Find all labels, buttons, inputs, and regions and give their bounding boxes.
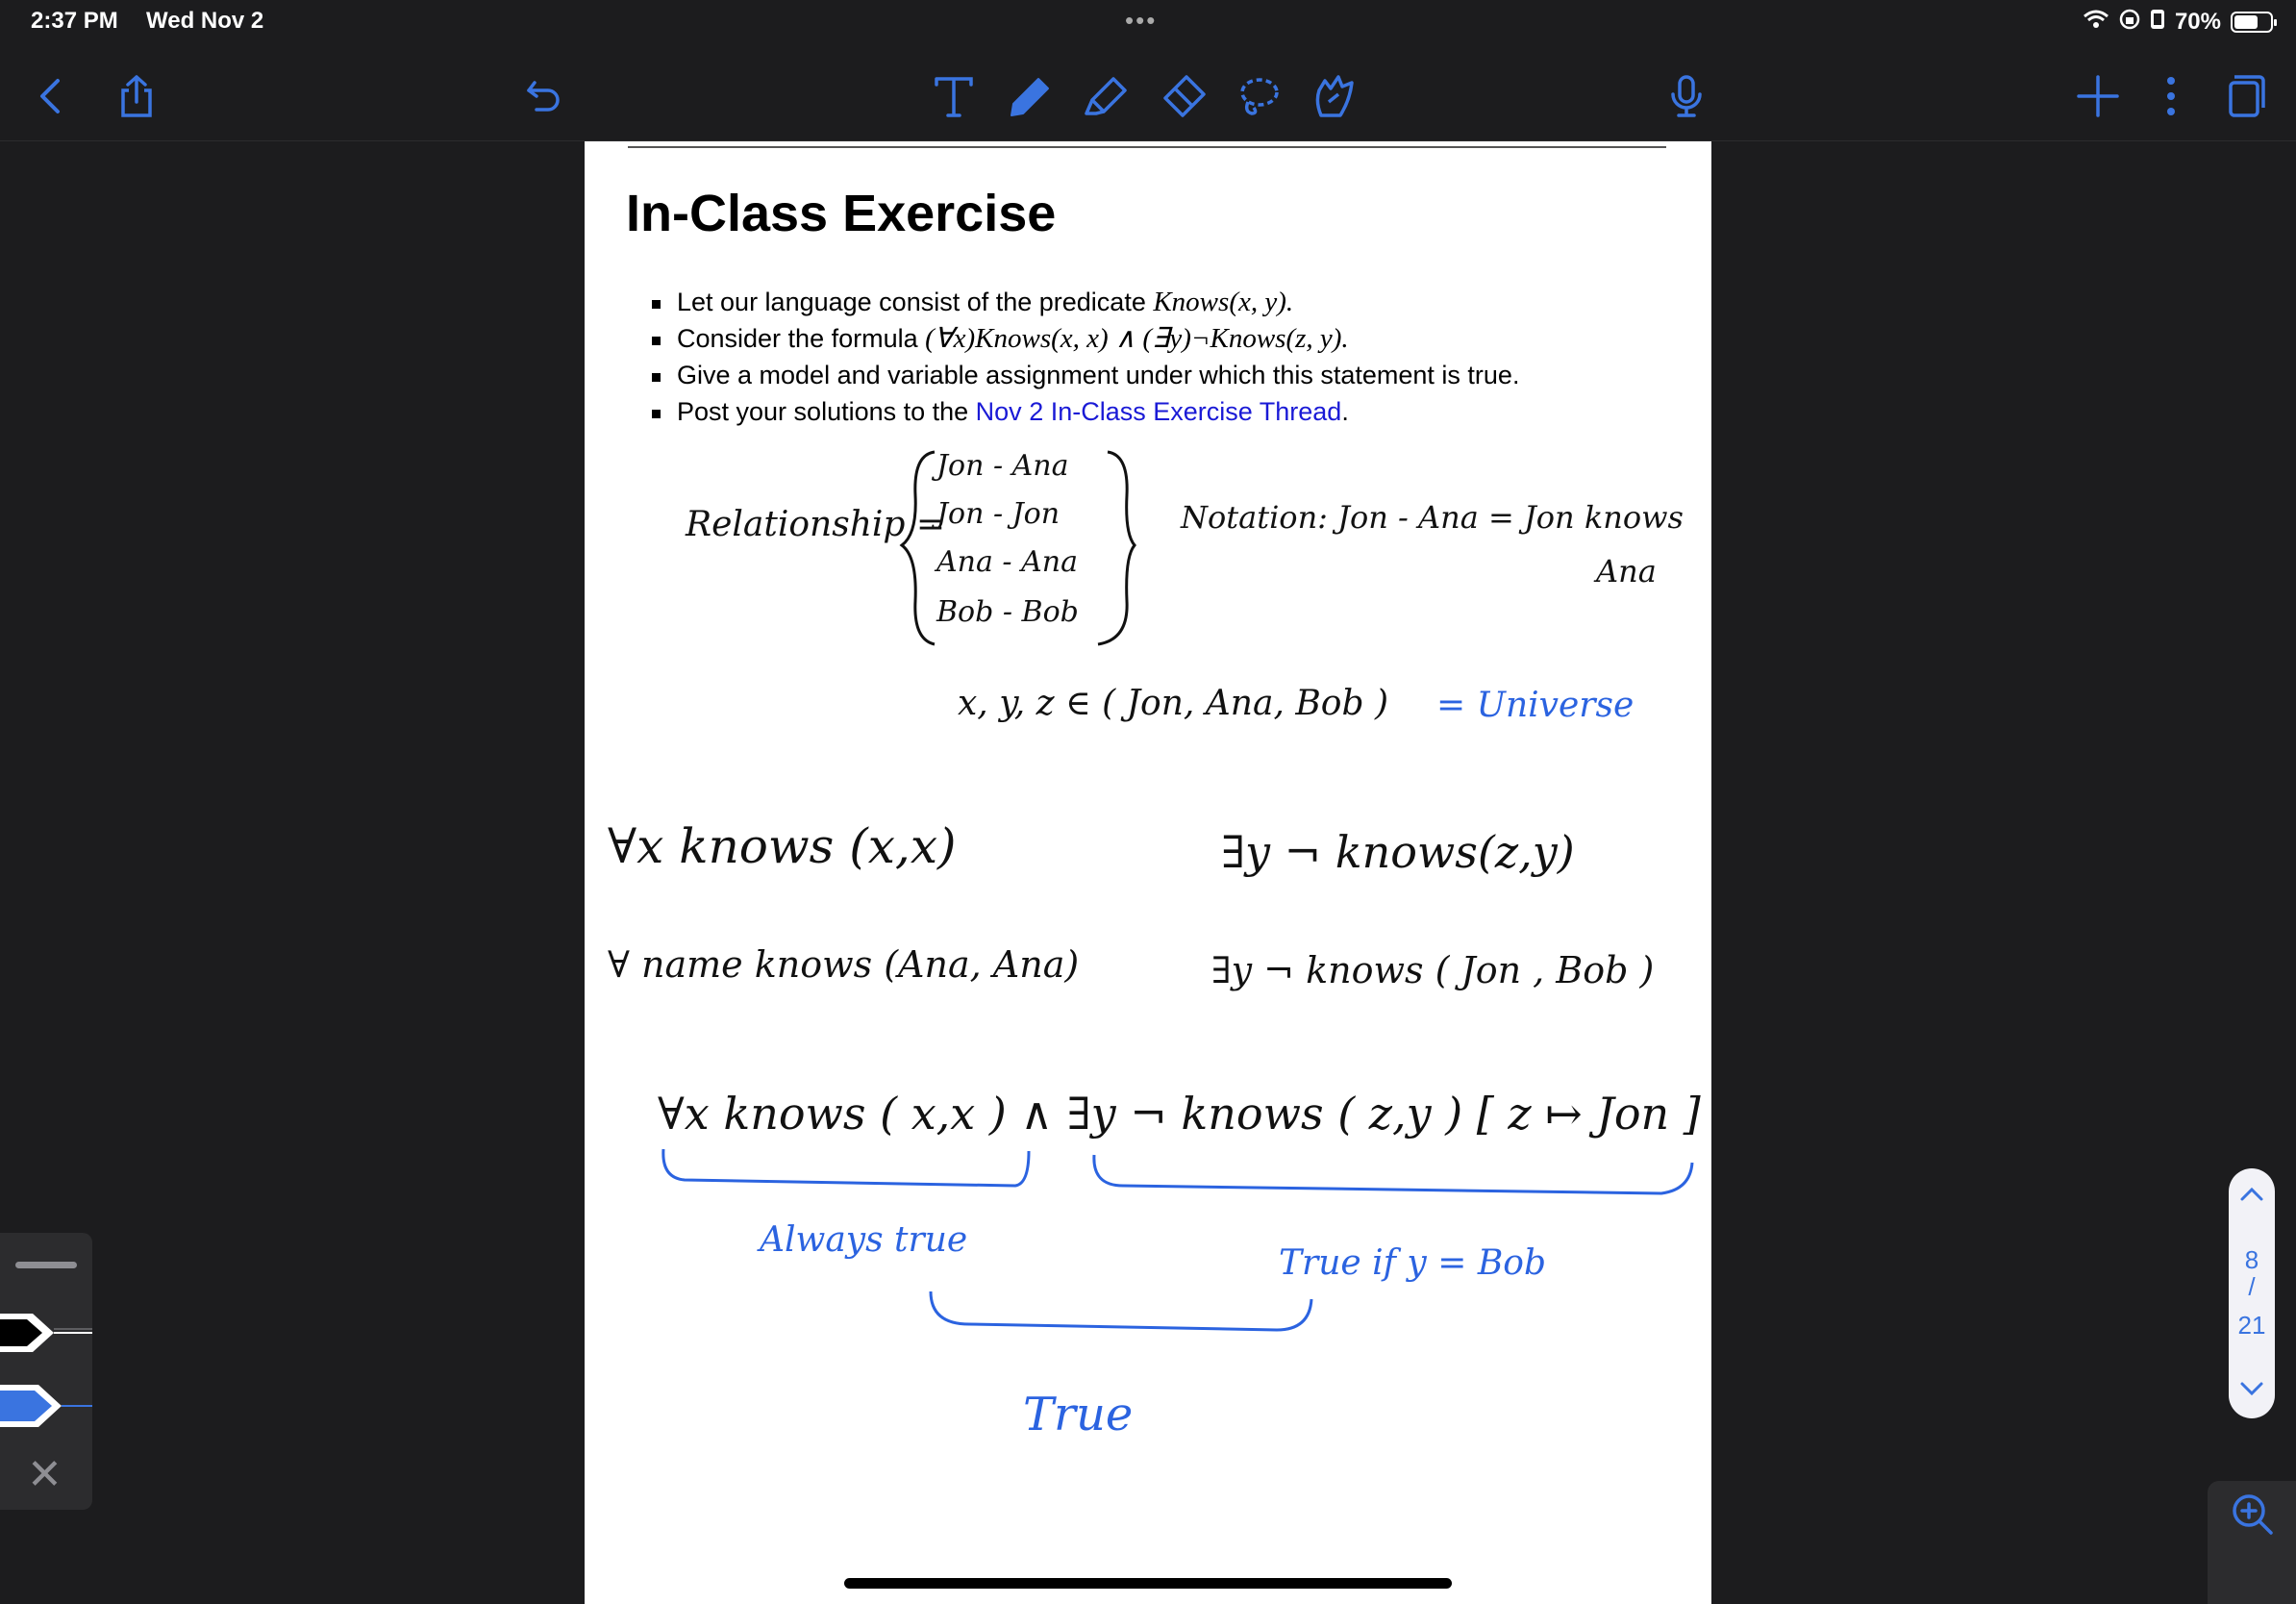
document-page[interactable] bbox=[585, 141, 1711, 1604]
tray-handle[interactable] bbox=[15, 1262, 77, 1268]
evaluation-brackets bbox=[585, 1141, 1711, 1334]
highlighter-tool-icon[interactable] bbox=[1081, 71, 1131, 121]
bullet-item bbox=[652, 320, 1519, 357]
lasso-tool-icon[interactable] bbox=[1233, 71, 1283, 121]
blue-pen-icon[interactable] bbox=[0, 1383, 92, 1434]
math-expression: Knows(x, y). bbox=[1153, 287, 1294, 317]
shapes-tool-icon[interactable] bbox=[1310, 71, 1360, 121]
bullet-text-end: . bbox=[1341, 397, 1349, 426]
battery-level bbox=[2234, 15, 2258, 29]
exists-expression: ∃y ¬ knows(z,y) bbox=[1221, 826, 1575, 878]
text-tool-icon[interactable] bbox=[929, 71, 979, 121]
add-page-icon[interactable] bbox=[2073, 71, 2123, 121]
wifi-icon bbox=[2083, 9, 2109, 35]
exercise-thread-link[interactable]: Nov 2 In-Class Exercise Thread bbox=[975, 397, 1342, 426]
relation-item: Jon - Ana bbox=[936, 449, 1069, 483]
battery-icon bbox=[2231, 12, 2273, 33]
status-bar bbox=[0, 0, 2296, 44]
pencil-battery-icon bbox=[2150, 8, 2165, 36]
notation-line: Ana bbox=[1596, 553, 1657, 589]
bullet-text: Let our language consist of the predicate bbox=[677, 288, 1154, 316]
black-pen-icon[interactable] bbox=[0, 1310, 92, 1361]
share-icon[interactable] bbox=[112, 71, 162, 121]
bullet-text: Post your solutions to the bbox=[677, 397, 976, 426]
status-date: Wed Nov 2 bbox=[146, 8, 264, 34]
header-rule bbox=[628, 146, 1666, 148]
status-indicators bbox=[2083, 8, 2273, 36]
zoom-in-icon bbox=[2229, 1491, 2275, 1537]
microphone-icon[interactable] bbox=[1661, 71, 1711, 121]
page-title: In-Class Exercise bbox=[626, 185, 1057, 242]
current-page-number: 8 bbox=[2244, 1245, 2259, 1274]
conclusion-true: True bbox=[1023, 1388, 1134, 1441]
relation-item: Ana - Ana bbox=[936, 545, 1078, 579]
page-navigator bbox=[2229, 1168, 2275, 1418]
more-icon[interactable] bbox=[2146, 71, 2196, 121]
screen-lock-icon bbox=[2119, 9, 2140, 35]
exercise-bullets bbox=[652, 284, 1519, 430]
status-time: 2:37 PM bbox=[31, 8, 118, 34]
back-chevron-icon[interactable] bbox=[27, 71, 77, 121]
math-expression: (∀x)Knows(x, x) ∧ (∃y)¬Knows(z, y). bbox=[925, 323, 1349, 354]
universe-set: x, y, z ∈ ( Jon, Ana, Bob ) bbox=[958, 684, 1388, 723]
forall-expression: ∀x knows (x,x) bbox=[608, 818, 957, 874]
combined-formula: ∀x knows ( x,x ) ∧ ∃y ¬ knows ( z,y ) [ z ↦ Jon ] bbox=[658, 1088, 1701, 1140]
multitasking-dots[interactable]: ••• bbox=[1125, 6, 1158, 35]
forall-example: ∀ name knows (Ana, Ana) bbox=[608, 943, 1080, 986]
chevron-up-icon[interactable] bbox=[2236, 1180, 2267, 1211]
relationship-label: Relationship = bbox=[686, 505, 946, 544]
relation-item: Jon - Jon bbox=[936, 497, 1061, 531]
exists-example: ∃y ¬ knows ( Jon , Bob ) bbox=[1211, 949, 1655, 991]
universe-label: = Universe bbox=[1436, 686, 1635, 725]
relation-item: Bob - Bob bbox=[936, 595, 1079, 629]
true-if-note: True if y = Bob bbox=[1279, 1243, 1546, 1283]
eraser-tool-icon[interactable] bbox=[1158, 71, 1208, 121]
battery-percent: 70% bbox=[2174, 8, 2221, 35]
undo-icon[interactable] bbox=[519, 71, 569, 121]
pages-icon[interactable] bbox=[2219, 71, 2269, 121]
chevron-down-icon[interactable] bbox=[2236, 1372, 2267, 1403]
home-indicator[interactable] bbox=[844, 1578, 1452, 1589]
notation-line: Notation: Jon - Ana = Jon knows bbox=[1181, 499, 1684, 536]
pen-tray bbox=[0, 1233, 92, 1510]
toolbar bbox=[0, 44, 2296, 141]
always-true-note: Always true bbox=[760, 1220, 968, 1260]
bullet-text: Consider the formula bbox=[677, 324, 926, 353]
bullet-text: Give a model and variable assignment under which this statement is true. bbox=[677, 361, 1520, 389]
close-icon[interactable]: ✕ bbox=[27, 1451, 62, 1498]
page-separator: / bbox=[2248, 1272, 2256, 1301]
zoom-in-button[interactable] bbox=[2208, 1481, 2296, 1604]
bullet-item bbox=[652, 393, 1519, 430]
total-pages: 21 bbox=[2237, 1311, 2266, 1340]
pen-tool-icon[interactable] bbox=[1006, 71, 1056, 121]
bullet-item bbox=[652, 284, 1519, 320]
bullet-item bbox=[652, 357, 1519, 393]
